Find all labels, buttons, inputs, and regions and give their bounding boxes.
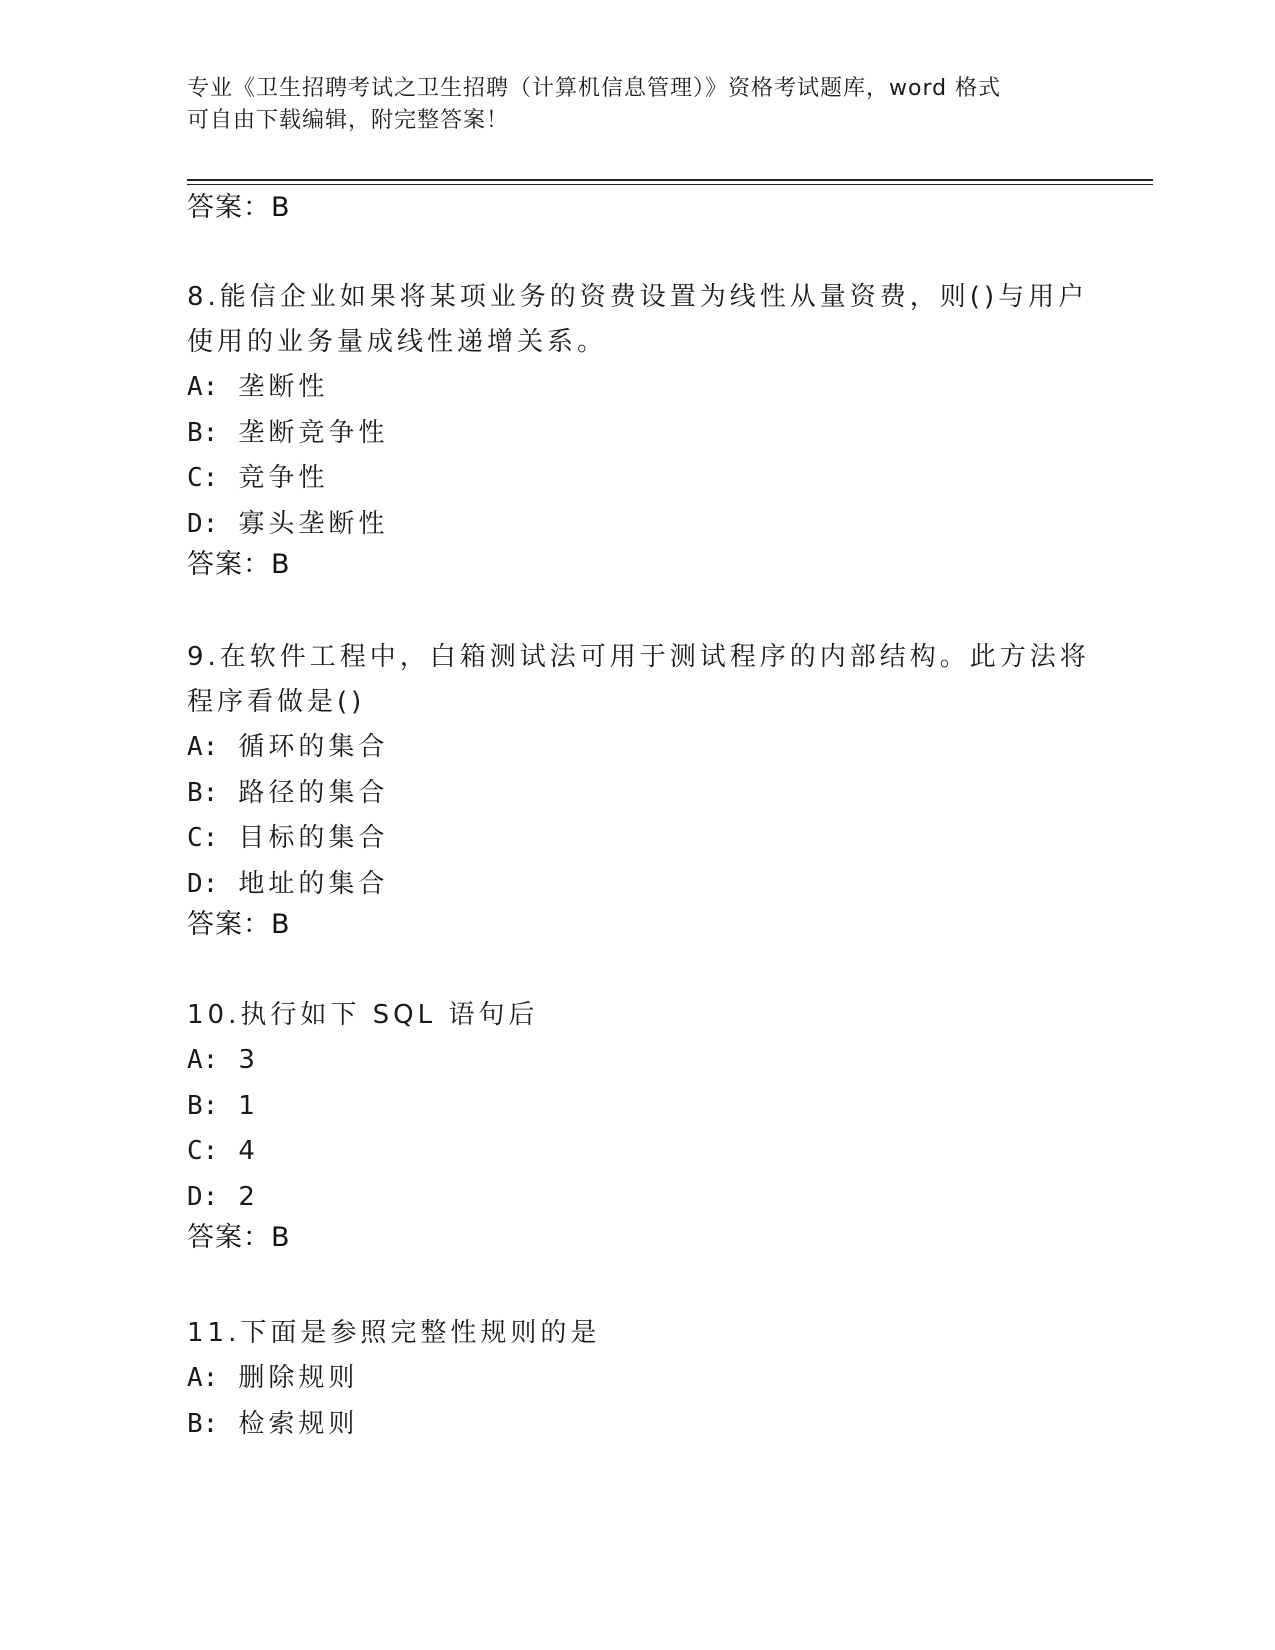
question-10 xyxy=(187,993,538,1256)
answer: 答案：B xyxy=(187,549,291,580)
question-text-line: 8.能信企业如果将某项业务的资费设置为线性从量资费，则()与用户 xyxy=(187,282,1089,312)
option-text: 寡头垄断性 xyxy=(238,508,389,539)
option-label: B: xyxy=(187,1090,219,1121)
option-text: 垄断竞争性 xyxy=(238,417,389,448)
answer-top: 答案：B xyxy=(187,192,291,223)
answer: 答案：B xyxy=(187,1222,291,1253)
header-divider-thin xyxy=(187,184,1153,185)
option-label: A: xyxy=(187,732,219,762)
option-b xyxy=(187,771,1090,817)
option-label: B: xyxy=(187,777,219,808)
option-text: 循环的集合 xyxy=(238,732,389,762)
option-label: C: xyxy=(187,463,219,493)
option-text: 4 xyxy=(238,1136,259,1166)
option-text: 2 xyxy=(238,1181,259,1212)
question-text-line: 11.下面是参照完整性规则的是 xyxy=(187,1318,601,1348)
option-text: 垄断性 xyxy=(238,372,329,402)
header-line-2: 可自由下载编辑，附完整答案！ xyxy=(187,108,510,133)
option-label: B: xyxy=(187,417,219,448)
option-label: C: xyxy=(187,823,219,853)
option-label: D: xyxy=(187,868,219,899)
option-text: 地址的集合 xyxy=(238,868,389,899)
option-label: B: xyxy=(187,1408,219,1439)
option-text: 删除规则 xyxy=(238,1363,359,1393)
option-a xyxy=(187,365,1088,411)
document-header xyxy=(187,73,1067,137)
option-label: A: xyxy=(187,372,219,402)
option-a xyxy=(187,725,1090,771)
option-c xyxy=(187,1129,538,1175)
option-a xyxy=(187,1038,538,1084)
option-text: 路径的集合 xyxy=(238,777,389,808)
question-8 xyxy=(187,275,1088,583)
answer: 答案：B xyxy=(187,909,291,940)
question-11 xyxy=(187,1311,600,1447)
option-c xyxy=(187,456,1088,502)
option-d xyxy=(187,862,1090,908)
option-b xyxy=(187,411,1088,457)
option-label: A: xyxy=(187,1363,219,1393)
option-a xyxy=(187,1356,600,1402)
header-line-1: 专业《卫生招聘考试之卫生招聘（计算机信息管理）》资格考试题库，word 格式 xyxy=(187,76,1002,101)
option-text: 竞争性 xyxy=(238,463,329,493)
question-9 xyxy=(187,635,1090,943)
option-text: 3 xyxy=(238,1045,259,1075)
option-b xyxy=(187,1402,600,1448)
option-label: C: xyxy=(187,1136,219,1166)
option-d xyxy=(187,502,1088,548)
option-b xyxy=(187,1084,538,1130)
option-label: A: xyxy=(187,1045,219,1075)
option-label: D: xyxy=(187,1181,219,1212)
option-c xyxy=(187,816,1090,862)
option-text: 目标的集合 xyxy=(238,823,389,853)
question-text-line: 使用的业务量成线性递增关系。 xyxy=(187,327,608,357)
question-text-line: 9.在软件工程中，白箱测试法可用于测试程序的内部结构。此方法将 xyxy=(187,642,1090,672)
option-d xyxy=(187,1175,538,1221)
option-label: D: xyxy=(187,508,219,539)
option-text: 检索规则 xyxy=(238,1408,359,1439)
option-text: 1 xyxy=(238,1090,259,1121)
question-text-line: 10.执行如下 SQL 语句后 xyxy=(187,1000,539,1030)
question-text-line: 程序看做是() xyxy=(187,687,366,717)
header-divider-thick xyxy=(187,179,1153,181)
